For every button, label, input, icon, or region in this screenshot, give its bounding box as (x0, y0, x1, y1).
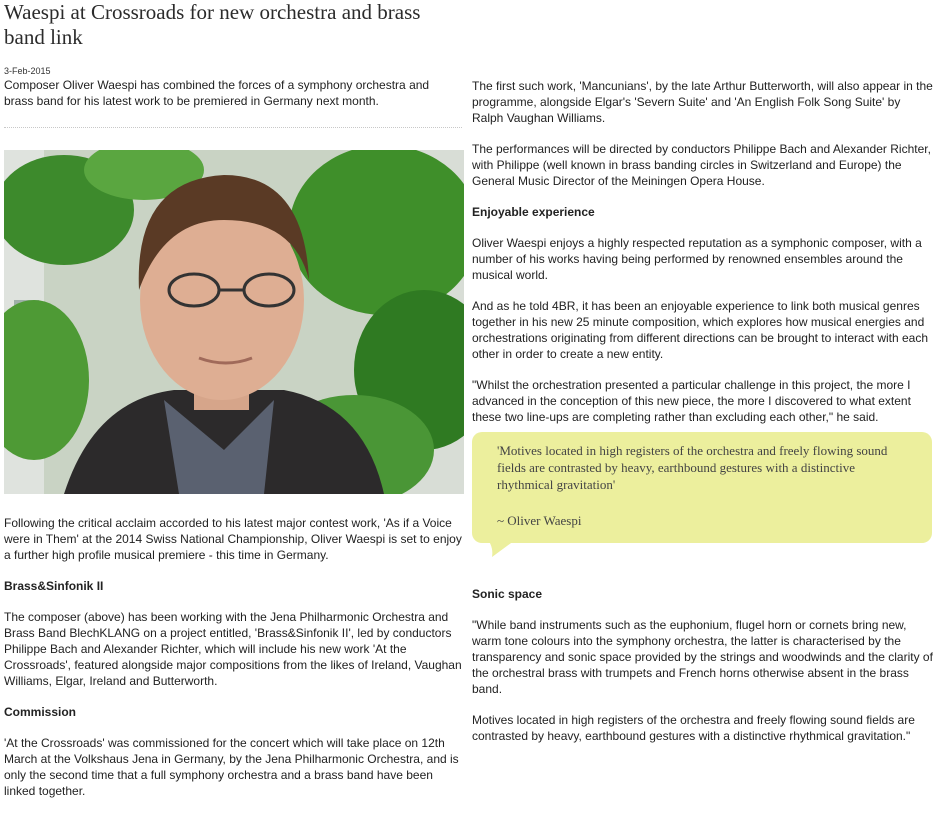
paragraph: The first such work, 'Mancunians', by the late Arthur Butterworth, will also appear in the programme, alongside Elgar's 'Severn Suite' and 'An English Folk Song Suite' by Ralph Vaughan Williams. (472, 79, 933, 125)
paragraph: "Whilst the orchestration presented a particular challenge in this project, the more I advanced in the conception of this new piece, the more I discovered to what extent these two line-ups are completing rather than excluding each other," he said. (472, 378, 911, 424)
article-title: Waespi at Crossroads for new orchestra and brass band link (4, 0, 421, 49)
right-column (472, 78, 934, 440)
article-intro (4, 77, 460, 124)
composer-photo (4, 150, 464, 494)
pull-quote-text: 'Motives located in high registers of the orchestra and freely flowing sound fields are contrasted by heavy, earthbound gestures with a distinctive rhythmical gravitation' (497, 443, 888, 492)
subheading-enjoyable-experience: Enjoyable experience (472, 205, 595, 219)
divider (4, 127, 462, 128)
paragraph: The composer (above) has been working with the Jena Philharmonic Orchestra and Brass Band BlechKLANG on a project entitled, 'Brass&Sinfonik II', led by conductors Philippe Bach and Alexander Richter, which will include his new work 'At the Crossroads', featured alongside major compositions from the likes of Ireland, Vaughan Williams, Elgar, Ireland and Butterworth. (4, 610, 462, 688)
left-column (4, 515, 464, 814)
speech-bubble-tail (476, 535, 526, 559)
paragraph: The performances will be directed by conductors Philippe Bach and Alexander Richter, with Philippe (well known in brass banding circles in Switzerland and Europe) the General Music Director of the Meiningen Opera House. (472, 142, 931, 188)
subheading-commission: Commission (4, 705, 77, 719)
article-date: 3-Feb-2015 (4, 66, 51, 76)
right-column-lower (472, 586, 934, 759)
paragraph: Following the critical acclaim accorded to his latest major contest work, 'As if a Voice were in Them' at the 2014 Swiss National Championship, Oliver Waespi is set to enjoy a further high profile musical premiere - this time in Germany. (4, 516, 462, 562)
paragraph: 'At the Crossroads' was commissioned for the concert which will take place on 12th March at the Volkshaus Jena in Germany, by the Jena Philharmonic Orchestra, and is only the second time that a full symphony orchestra and a brass band have been linked together. (4, 736, 459, 798)
pull-quote (472, 432, 932, 543)
intro-paragraph: Composer Oliver Waespi has combined the forces of a symphony orchestra and brass band for his latest work to be premiered in Germany next month. (4, 78, 430, 108)
paragraph: Motives located in high registers of the orchestra and freely flowing sound fields are contrasted by heavy, earthbound gestures with a distinctive rhythmical gravitation." (472, 713, 915, 743)
paragraph: And as he told 4BR, it has been an enjoyable experience to link both musical genres together in his new 25 minute composition, which explores how musical energies and orchestrations originating from different directions can be brought to interact with each other in order to create a new entity. (472, 299, 929, 361)
subheading-sonic-space: Sonic space (472, 587, 543, 601)
subheading-brass-sinfonik: Brass&Sinfonik II (4, 579, 104, 593)
pull-quote-author: ~ Oliver Waespi (497, 513, 582, 528)
paragraph: "While band instruments such as the euphonium, flugel horn or cornets bring new, warm tone colours into the symphony orchestra, the latter is characterised by the transparency and sonic space provided by the strings and woodwinds and the clarity of the orchestral brass with trumpets and French horns otherwise absent in the brass band. (472, 618, 933, 696)
paragraph: Oliver Waespi enjoys a highly respected reputation as a symphonic composer, with a number of his works having being performed by renowned ensembles around the musical world. (472, 236, 922, 282)
